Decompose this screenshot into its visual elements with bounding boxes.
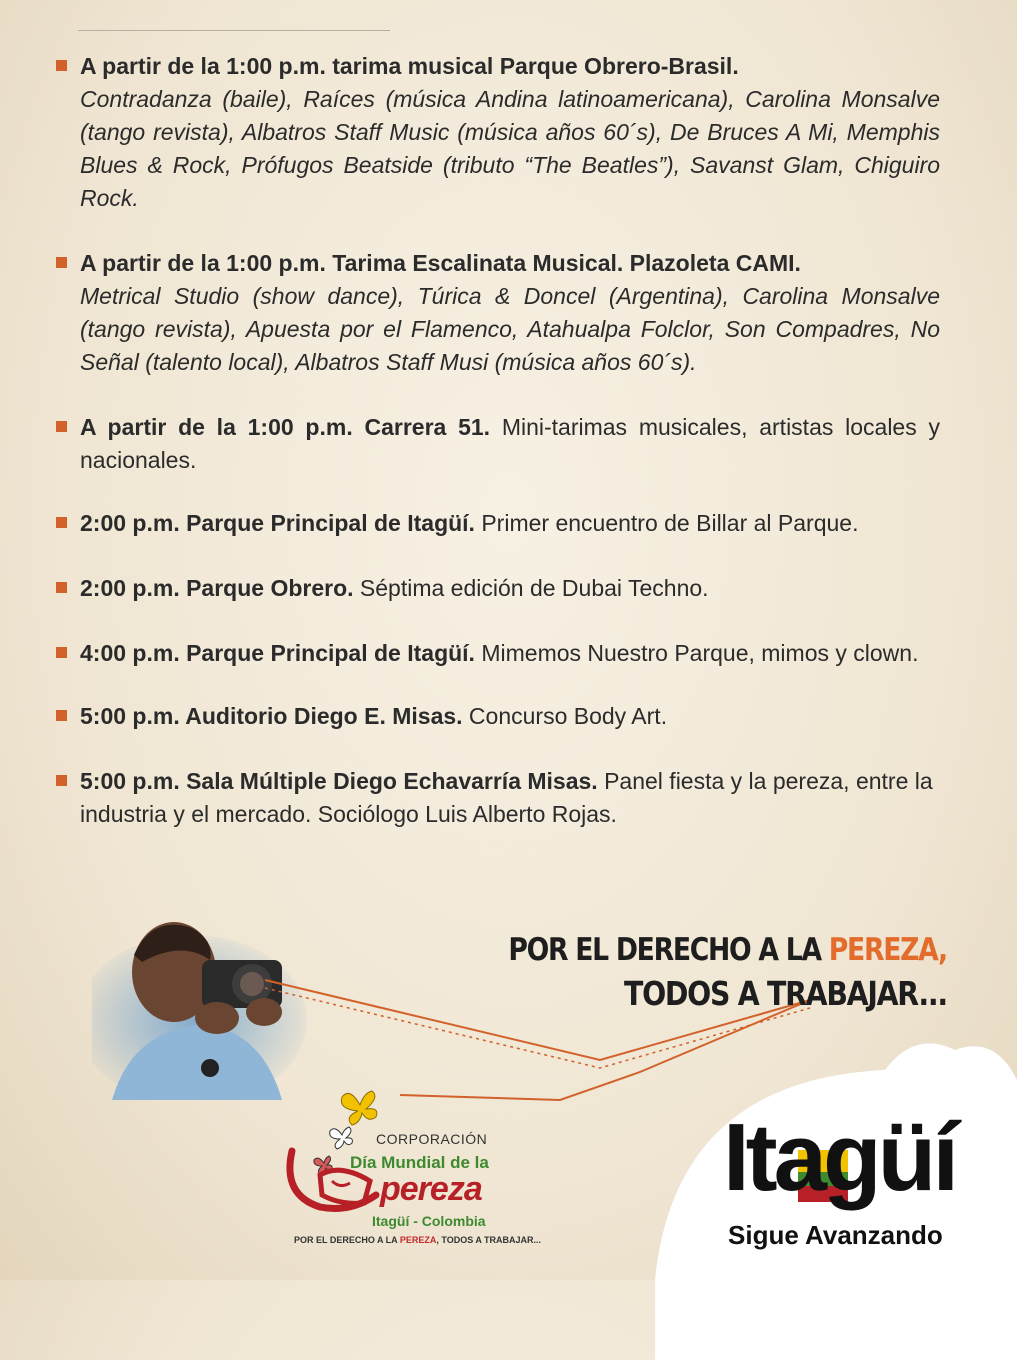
corporation-name: Día Mundial de la bbox=[350, 1153, 489, 1172]
item-text: Panel fiesta y la pereza, entre la industria y el mercado. Sociólogo Luis Alberto Rojas. bbox=[80, 768, 933, 827]
list-item bbox=[56, 50, 940, 215]
bullet-icon bbox=[56, 710, 67, 721]
corporation-logo bbox=[280, 1085, 542, 1265]
item-text: Mimemos Nuestro Parque, mimos y clown. bbox=[474, 640, 919, 666]
list-item bbox=[56, 411, 940, 477]
item-heading: 5:00 p.m. Auditorio Diego E. Misas. bbox=[80, 703, 463, 729]
bullet-icon bbox=[56, 517, 67, 528]
tagline-text: POR EL DERECHO A LA bbox=[294, 1235, 400, 1245]
tagline-highlight: PEREZA bbox=[399, 1235, 437, 1245]
brand-logo-text: Itagüí bbox=[723, 1104, 955, 1211]
bullet-icon bbox=[56, 421, 67, 432]
corporation-location: Itagüí - Colombia bbox=[372, 1213, 486, 1229]
slogan-line-2: TODOS A TRABAJAR... bbox=[624, 974, 947, 1013]
bullet-icon bbox=[56, 60, 67, 71]
bullet-icon bbox=[56, 257, 67, 268]
item-description: Metrical Studio (show dance), Túrica & Doncel (Argentina), Carolina Monsalve (tango revista), Apuesta por el Flamenco, Atahualpa Folclor, Son Compadres, No Señal (talento local), Albatros Staff Musi (música años 60´s). bbox=[80, 283, 940, 375]
top-divider bbox=[78, 30, 390, 31]
bullet-icon bbox=[56, 582, 67, 593]
item-description: Contradanza (baile), Raíces (música Andina latinoamericana), Carolina Monsalve (tango revista), Albatros Staff Music (música años 60´s), De Bruces A Mi, Memphis Blues & Rock, Prófugos Beatside (tributo “The Beatles”), Savanst Glam, Chiguiro Rock. bbox=[80, 86, 940, 211]
item-heading: A partir de la 1:00 p.m. Carrera 51. bbox=[80, 414, 491, 440]
item-heading: 4:00 p.m. Parque Principal de Itagüí. bbox=[80, 640, 475, 666]
slogan-text: POR EL DERECHO A LA bbox=[508, 932, 829, 968]
item-heading: A partir de la 1:00 p.m. tarima musical Parque Obrero-Brasil. bbox=[80, 53, 739, 79]
item-text: Concurso Body Art. bbox=[462, 703, 668, 729]
slogan bbox=[509, 928, 947, 1016]
item-text: Séptima edición de Dubai Techno. bbox=[353, 575, 709, 601]
list-item bbox=[56, 637, 940, 670]
list-item bbox=[56, 765, 940, 831]
brand-subtitle: Sigue Avanzando bbox=[728, 1220, 943, 1250]
item-heading: 2:00 p.m. Parque Principal de Itagüí. bbox=[80, 510, 475, 536]
bullet-icon bbox=[56, 775, 67, 786]
tagline-text-end: , TODOS A TRABAJAR... bbox=[436, 1235, 542, 1245]
item-heading: 5:00 p.m. Sala Múltiple Diego Echavarría Misas. bbox=[80, 768, 598, 794]
item-text: Mini-tarimas musicales, artistas locales y nacionales. bbox=[80, 414, 940, 473]
list-item bbox=[56, 507, 940, 540]
item-text: Primer encuentro de Billar al Parque. bbox=[474, 510, 859, 536]
slogan-highlight: PEREZA, bbox=[828, 932, 947, 968]
corporation-tagline bbox=[294, 1235, 541, 1245]
bullet-icon bbox=[56, 647, 67, 658]
list-item bbox=[56, 572, 940, 605]
item-heading: 2:00 p.m. Parque Obrero. bbox=[80, 575, 354, 601]
list-item bbox=[56, 247, 940, 379]
schedule-list bbox=[56, 50, 940, 831]
slogan-line-1 bbox=[509, 928, 947, 972]
corporation-label: CORPORACIÓN bbox=[376, 1131, 488, 1147]
item-heading: A partir de la 1:00 p.m. Tarima Escalinata Musical. Plazoleta CAMI. bbox=[80, 250, 801, 276]
list-item bbox=[56, 700, 940, 733]
corporation-name-pereza: pereza bbox=[380, 1170, 482, 1208]
